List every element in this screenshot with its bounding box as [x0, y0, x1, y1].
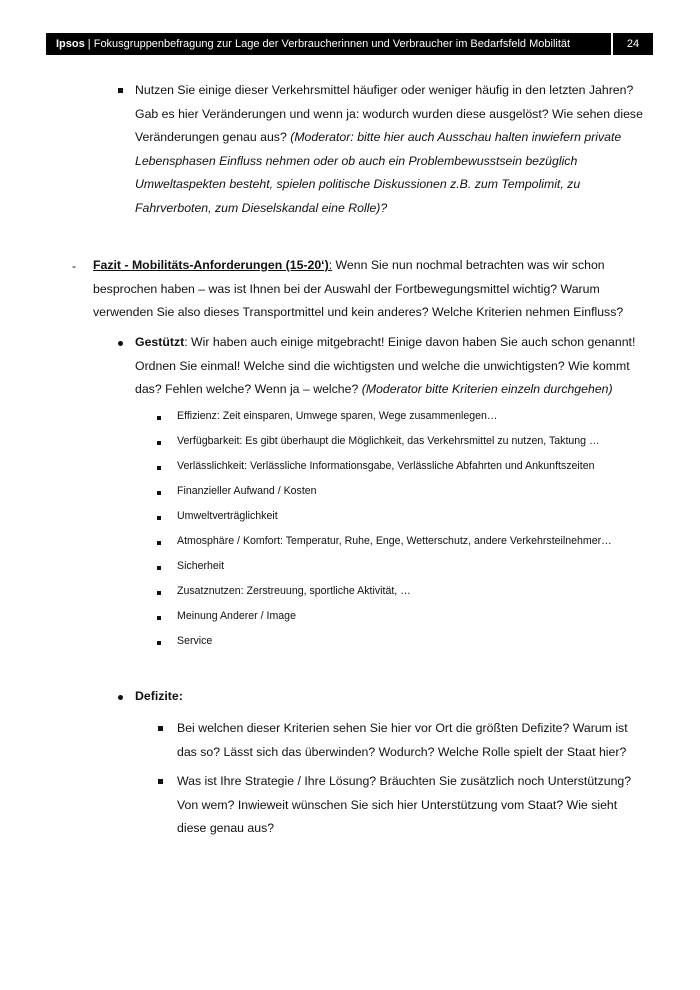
gestuetzt-paragraph — [135, 331, 655, 402]
fazit-colon: : — [328, 258, 333, 272]
usage-change-moderator-note: (Moderator: bitte hier auch Ausschau halten inwiefern private Lebensphasen Einfluss nehmen oder ob auch ein Problembewusstsein bezüglich Umweltaspekten besteht, spielen politische Diskussionen z.B. zum Tempolimit, zu Fahrverboten, zum Dieselskandal eine Rolle)? — [135, 130, 622, 215]
list-item: Umweltverträglichkeit — [177, 510, 278, 522]
question-usage-change — [135, 79, 650, 221]
fazit-paragraph — [93, 254, 653, 325]
square-bullet-icon — [157, 541, 161, 545]
header-title: Fokusgruppenbefragung zur Lage der Verbraucherinnen und Verbraucher im Bedarfsfeld Mobilität — [93, 38, 571, 50]
round-bullet-icon — [118, 341, 123, 346]
square-bullet-icon — [157, 416, 161, 420]
gestuetzt-label: Gestützt — [135, 335, 185, 349]
fazit-text: Wenn Sie nun nochmal betrachten was wir schon besprochen haben – was ist Ihnen bei der Auswahl der Fortbewegungsmittel wichtig? Warum verwenden Sie also dieses Transportmittel und kein anderes? Welche Kriterien nehmen Einfluss? — [93, 258, 624, 320]
square-bullet-icon — [157, 641, 161, 645]
list-item: Zusatznutzen: Zerstreuung, sportliche Aktivität, … — [177, 585, 411, 597]
square-bullet-icon — [157, 591, 161, 595]
square-bullet-icon — [157, 566, 161, 570]
page-header — [46, 33, 611, 55]
list-item: Verlässlichkeit: Verlässliche Informationsgabe, Verlässliche Abfahrten und Ankunftszeiten — [177, 460, 595, 472]
round-bullet-icon — [118, 695, 123, 700]
list-item: Sicherheit — [177, 560, 225, 572]
list-item: Effizienz: Zeit einsparen, Umwege sparen, Wege zusammenlegen… — [177, 410, 498, 422]
fazit-heading: Fazit - Mobilitäts-Anforderungen (15-20‘) — [93, 258, 329, 272]
gestuetzt-moderator-note: (Moderator bitte Kriterien einzeln durchgehen) — [361, 382, 613, 397]
square-bullet-icon — [118, 88, 123, 93]
square-bullet-icon — [157, 441, 161, 445]
defizite-label: Defizite: — [135, 689, 183, 703]
usage-change-text: Nutzen Sie einige dieser Verkehrsmittel häufiger oder weniger häufig in den letzten Jahren? Gab es hier Veränderungen und wenn ja: wodurch wurden diese ausgelöst? Wie sehen diese Veränderungen genau aus? — [135, 83, 643, 145]
list-item: Atmosphäre / Komfort: Temperatur, Ruhe, Enge, Wetterschutz, andere Verkehrsteilnehmer… — [177, 535, 612, 547]
dash-bullet: - — [72, 259, 77, 273]
defizite-question-2: Was ist Ihre Strategie / Ihre Lösung? Bräuchten Sie zusätzlich noch Unterstützung? Von wem? Inwieweit wünschen Sie sich hier Unterstützung vom Staat? Wie sieht diese genau aus? — [177, 774, 632, 836]
gestuetzt-text: : Wir haben auch einige mitgebracht! Einige davon haben Sie auch schon genannt! Ordnen Sie einmal! Welche sind die wichtigsten und welche die unwichtigsten? Wie kommt das? Fehlen welche? Wenn ja – welche? — [135, 335, 636, 397]
list-item: Verfügbarkeit: Es gibt überhaupt die Möglichkeit, das Verkehrsmittel zu nutzen, Taktung … — [177, 435, 600, 447]
list-item: Meinung Anderer / Image — [177, 610, 296, 622]
square-bullet-icon — [157, 491, 161, 495]
square-bullet-icon — [158, 726, 163, 731]
page-number: 24 — [613, 33, 653, 55]
list-item: Finanzieller Aufwand / Kosten — [177, 485, 317, 497]
square-bullet-icon — [158, 779, 163, 784]
square-bullet-icon — [157, 616, 161, 620]
header-brand: Ipsos — [56, 38, 85, 50]
square-bullet-icon — [157, 516, 161, 520]
defizite-question-1: Bei welchen dieser Kriterien sehen Sie hier vor Ort die größten Defizite? Warum ist das so? Lässt sich das überwinden? Wodurch? Welche Rolle spielt der Staat hier? — [177, 721, 628, 759]
header-separator: | — [84, 38, 94, 50]
square-bullet-icon — [157, 466, 161, 470]
list-item: Service — [177, 635, 213, 647]
